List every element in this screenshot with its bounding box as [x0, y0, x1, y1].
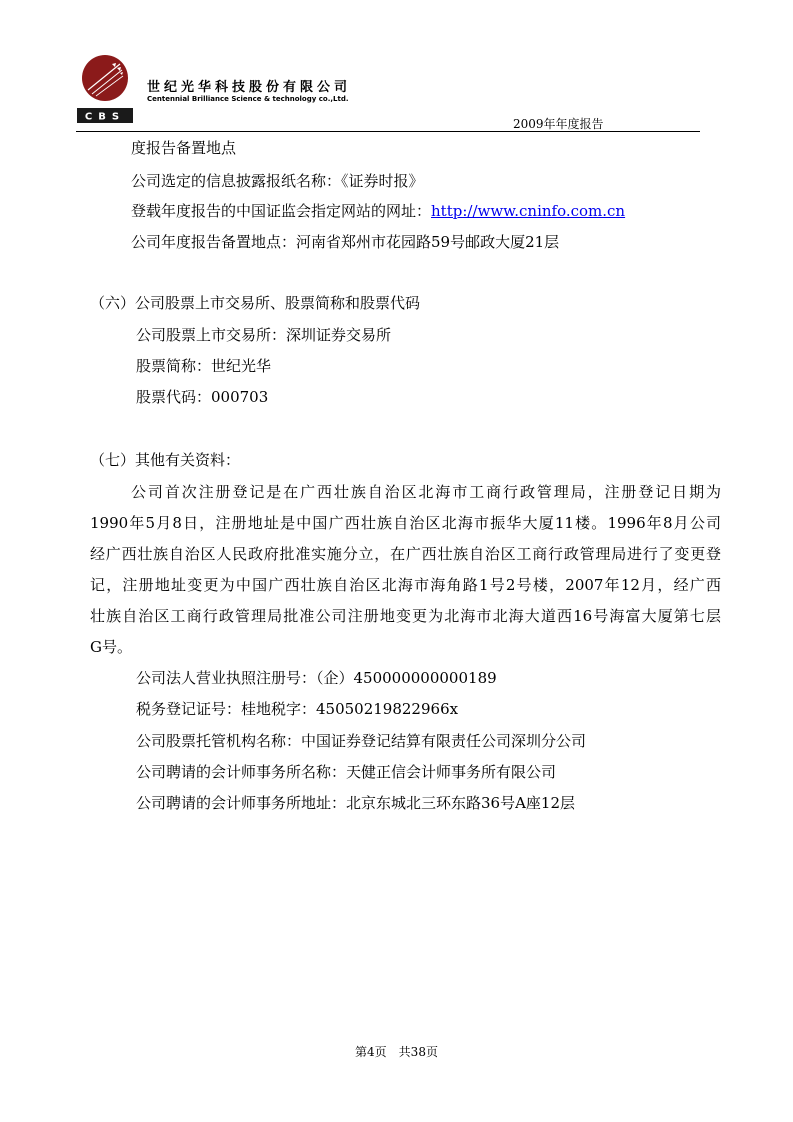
page-number: 第4页 共38页 [355, 1045, 438, 1059]
custodian-line: 公司股票托管机构名称：中国证券登记结算有限责任公司深圳分公司 [136, 732, 587, 750]
report-location-continuation: 度报告备置地点 [131, 139, 237, 157]
section7-heading: （七）其他有关资料： [90, 451, 241, 469]
company-logo [76, 54, 134, 124]
registration-paragraph-line: 壮族自治区工商行政管理局批准公司注册地变更为北海市北海大道西16号海富大厦第七层 [90, 607, 721, 625]
accountant-address: 公司聘请的会计师事务所地址：北京东城北三环东路36号A座12层 [136, 794, 576, 812]
website-line [131, 201, 625, 221]
registration-paragraph-line: 1990年5月8日，注册地址是中国广西壮族自治区北海市振华大厦11楼。1996年8月公司 [90, 514, 721, 532]
report-location-line: 公司年度报告备置地点：河南省郑州市花园路59号邮政大厦21层 [131, 233, 560, 251]
logo-text: CBS [84, 111, 126, 123]
registration-paragraph-line: 经广西壮族自治区人民政府批准实施分立，在广西壮族自治区工商行政管理局进行了变更登 [90, 545, 721, 563]
company-name-cn: 世纪光华科技股份有限公司 [147, 80, 352, 95]
tax-number: 税务登记证号：桂地税字：45050219822966x [136, 700, 459, 718]
website-link[interactable]: http://www.cninfo.com.cn [431, 202, 626, 220]
registration-paragraph-line: 记，注册地址变更为中国广西壮族自治区北海市海角路1号2号楼，2007年12月，经广西 [90, 576, 721, 594]
stock-short-name: 股票简称：世纪光华 [136, 357, 272, 375]
newspaper-line: 公司选定的信息披露报纸名称：《证券时报》 [131, 172, 424, 190]
company-name-en: Centennial Brilliance Science & technology co.,Ltd. [147, 95, 349, 103]
website-prefix: 登载年度报告的中国证监会指定网站的网址： [131, 202, 432, 220]
registration-paragraph-line: 公司首次注册登记是在广西壮族自治区北海市工商行政管理局，注册登记日期为 [131, 483, 721, 501]
accountant-name: 公司聘请的会计师事务所名称：天健正信会计师事务所有限公司 [136, 763, 557, 781]
report-label: 2009年年度报告 [513, 117, 604, 131]
license-number: 公司法人营业执照注册号：（企）450000000000189 [136, 669, 497, 687]
exchange-line: 公司股票上市交易所：深圳证券交易所 [136, 326, 392, 344]
stock-code: 股票代码：000703 [136, 388, 269, 406]
registration-paragraph-line: G号。 [90, 638, 132, 656]
header-divider [76, 131, 700, 132]
section6-heading: （六）公司股票上市交易所、股票简称和股票代码 [90, 294, 421, 312]
